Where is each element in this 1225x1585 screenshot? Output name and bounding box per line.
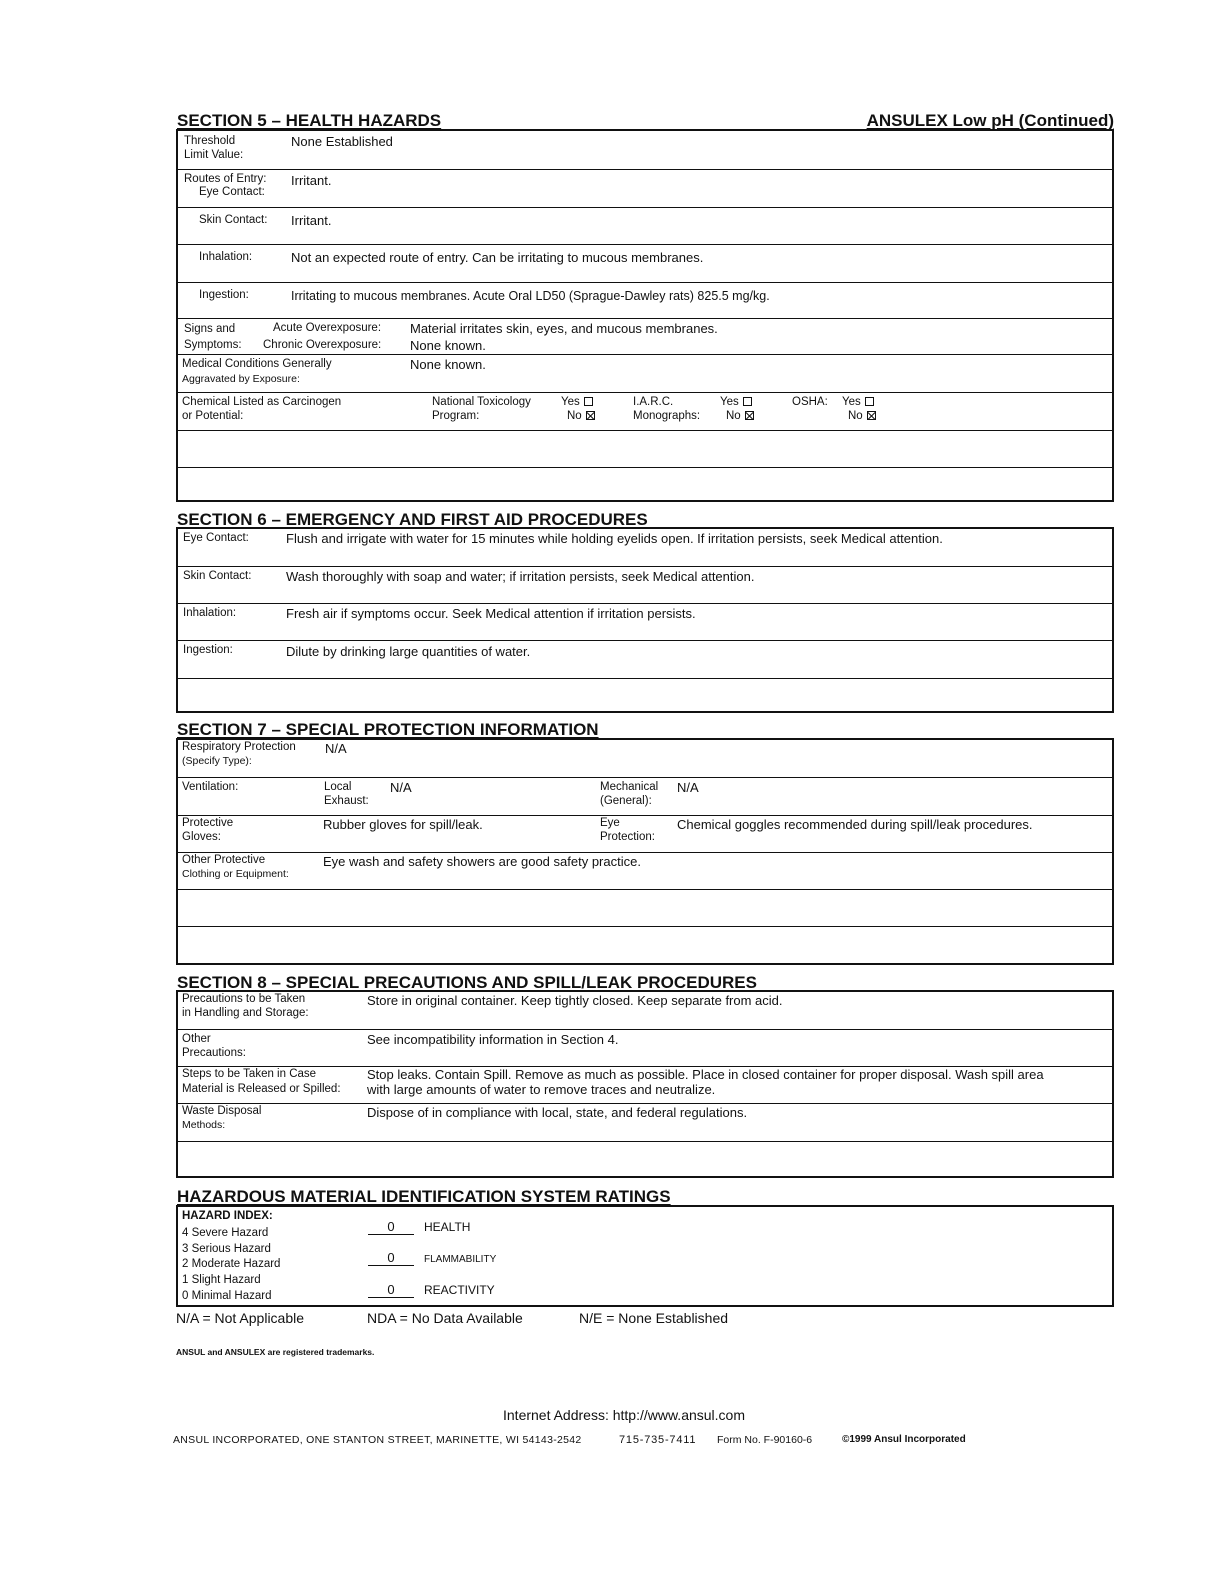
acute-label: Acute Overexposure: [273, 322, 382, 334]
medical-label-2: Aggravated by Exposure: [182, 373, 300, 385]
hmis-table [176, 1205, 1114, 1307]
steps-label: Steps to be Taken in Case Material is Released or Spilled: [182, 1068, 341, 1095]
fa-skin-row [178, 567, 1112, 604]
resp-row [178, 740, 1112, 778]
local-label: Local Exhaust: [324, 781, 369, 807]
resp-label: Respiratory Protection [182, 741, 296, 753]
iarc-yes-label: Yes [720, 396, 739, 408]
iarc-no-checkbox[interactable] [745, 411, 754, 420]
company-address: ANSUL INCORPORATED, ONE STANTON STREET, MARINETTE, WI 54143-2542 [173, 1434, 582, 1446]
fa-inhalation-label: Inhalation: [183, 607, 237, 619]
iarc-no-label: No [726, 410, 741, 422]
flammability-rating [368, 1250, 496, 1266]
inhalation-row [178, 245, 1112, 283]
resp-label-2: (Specify Type): [182, 755, 252, 767]
other-prot-label: Other Protective [182, 854, 266, 866]
other-prec-value: See incompatibility information in Section 4. [367, 1032, 619, 1047]
reactivity-label: REACTIVITY [424, 1283, 495, 1297]
legend-na: N/A = Not Applicable [176, 1310, 305, 1326]
section6-table [176, 527, 1114, 713]
handling-value: Store in original container. Keep tightly closed. Keep separate from acid. [367, 993, 783, 1008]
ntp-yes-label: Yes [561, 396, 580, 408]
iarc-yes [720, 395, 752, 409]
osha-no [848, 409, 876, 423]
waste-label: Waste Disposal [182, 1105, 262, 1117]
product-header: ANSULEX Low pH (Continued) [866, 111, 1114, 130]
section8-table [176, 990, 1114, 1178]
hazard-index-item: 2 Moderate Hazard [182, 1258, 281, 1270]
osha-no-label: No [848, 410, 863, 422]
copyright: ©1999 Ansul Incorporated [842, 1434, 966, 1445]
medical-row [178, 355, 1112, 393]
legend-nda: NDA = No Data Available [367, 1310, 523, 1326]
section8-title: SECTION 8 – SPECIAL PRECAUTIONS AND SPILL/LEAK PROCEDURES [177, 973, 757, 992]
section7-title: SECTION 7 – SPECIAL PROTECTION INFORMATION [177, 720, 599, 739]
handling-label: Precautions to be Taken in Handling and Storage: [182, 993, 309, 1019]
local-value: N/A [390, 780, 412, 795]
waste-label-2: Methods: [182, 1119, 226, 1131]
steps-value: Stop leaks. Contain Spill. Remove as much as possible. Place in closed container for proper disposal. Wash spill area with large amounts of water to remove traces and neutralize. [367, 1067, 1044, 1097]
vent-row [178, 778, 1112, 816]
section5-table [176, 129, 1114, 502]
flammability-value: 0 [368, 1250, 414, 1266]
fa-inhalation-value: Fresh air if symptoms occur. Seek Medical attention if irritation persists. [286, 606, 696, 621]
hazard-index-item: 0 Minimal Hazard [182, 1290, 272, 1302]
ntp-no [567, 409, 595, 423]
health-rating [368, 1219, 470, 1235]
resp-value: N/A [325, 741, 347, 756]
eyeprot-label: Eye Protection: [600, 817, 655, 843]
inhalation-value: Not an expected route of entry. Can be irritating to mucous membranes. [291, 250, 704, 265]
eyeprot-value: Chemical goggles recommended during spill/leak procedures. [677, 817, 1033, 832]
fa-ingestion-label: Ingestion: [183, 644, 233, 656]
osha-yes-label: Yes [842, 396, 861, 408]
threshold-row [178, 131, 1112, 170]
blank-row [178, 468, 1112, 502]
carcinogen-row [178, 393, 1112, 431]
eye-row [178, 170, 1112, 208]
internet-address: Internet Address: http://www.ansul.com [503, 1407, 746, 1423]
mech-label: Mechanical (General): [600, 781, 659, 807]
blank-row [178, 1142, 1112, 1178]
health-value: 0 [368, 1219, 414, 1235]
medical-value: None known. [410, 357, 486, 372]
ntp-no-label: No [567, 410, 582, 422]
eye-label: Eye Contact: [199, 186, 265, 198]
skin-label: Skin Contact: [199, 214, 268, 226]
form-number: Form No. F-90160-6 [717, 1434, 813, 1446]
section5-title: SECTION 5 – HEALTH HAZARDS [177, 111, 442, 130]
other-prec-label: Other Precautions: [182, 1033, 246, 1059]
skin-value: Irritant. [291, 213, 332, 228]
skin-row [178, 208, 1112, 245]
signs-label: Signs and Symptoms: [184, 323, 242, 351]
hazard-index-title: HAZARD INDEX: [182, 1210, 273, 1222]
other-prot-value: Eye wash and safety showers are good safety practice. [323, 854, 641, 869]
fa-ingestion-row [178, 641, 1112, 679]
hazard-index-item: 3 Serious Hazard [182, 1243, 271, 1255]
fa-ingestion-value: Dilute by drinking large quantities of water. [286, 644, 531, 659]
gloves-row [178, 816, 1112, 853]
ingestion-label: Ingestion: [199, 289, 249, 301]
blank-row [178, 431, 1112, 468]
vent-label: Ventilation: [182, 781, 239, 793]
threshold-value: None Established [291, 134, 393, 149]
section6-title: SECTION 6 – EMERGENCY AND FIRST AID PROCEDURES [177, 510, 648, 529]
inhalation-label: Inhalation: [199, 251, 253, 263]
health-label: HEALTH [424, 1220, 471, 1234]
iarc-no [726, 409, 754, 423]
handling-row [178, 992, 1112, 1030]
legend-ne: N/E = None Established [579, 1310, 729, 1326]
ntp-label: National Toxicology Program: [432, 396, 531, 422]
ingestion-row [178, 283, 1112, 319]
ntp-yes [561, 395, 593, 409]
other-protective-row [178, 853, 1112, 890]
blank-row [178, 679, 1112, 713]
fa-inhalation-row [178, 604, 1112, 641]
blank-row [178, 927, 1112, 965]
iarc-label: I.A.R.C. Monographs: [633, 396, 701, 422]
fa-eye-label: Eye Contact: [183, 532, 249, 544]
mech-value: N/A [677, 780, 699, 795]
osha-label: OSHA: [792, 396, 828, 408]
fa-eye-value: Flush and irrigate with water for 15 minutes while holding eyelids open. If irritation persists, seek Medical attention. [286, 531, 943, 546]
ntp-yes-checkbox[interactable] [584, 397, 593, 406]
steps-row [178, 1067, 1112, 1104]
gloves-value: Rubber gloves for spill/leak. [323, 817, 483, 832]
company-phone: 715-735-7411 [619, 1434, 697, 1446]
fa-skin-label: Skin Contact: [183, 570, 252, 582]
reactivity-value: 0 [368, 1282, 414, 1298]
acute-value: Material irritates skin, eyes, and mucous membranes. [410, 321, 718, 336]
iarc-yes-checkbox[interactable] [743, 397, 752, 406]
blank-row [178, 890, 1112, 927]
medical-label: Medical Conditions Generally [182, 358, 332, 370]
hazard-index-item: 1 Slight Hazard [182, 1274, 261, 1286]
trademark-note: ANSUL and ANSULEX are registered trademarks. [176, 1347, 375, 1357]
section7-table [176, 738, 1114, 965]
reactivity-rating [368, 1282, 495, 1298]
chronic-value: None known. [410, 338, 486, 353]
fa-eye-row [178, 529, 1112, 567]
osha-yes-checkbox[interactable] [865, 397, 874, 406]
chronic-label: Chronic Overexposure: [263, 339, 382, 351]
ingestion-value: Irritating to mucous membranes. Acute Oral LD50 (Sprague-Dawley rats) 825.5 mg/kg. [291, 289, 770, 303]
waste-row [178, 1104, 1112, 1142]
osha-yes [842, 395, 874, 409]
gloves-label: Protective Gloves: [182, 817, 234, 843]
fa-skin-value: Wash thoroughly with soap and water; if irritation persists, seek Medical attention. [286, 569, 755, 584]
hmis-title: HAZARDOUS MATERIAL IDENTIFICATION SYSTEM RATINGS [177, 1187, 671, 1206]
hazard-index-item: 4 Severe Hazard [182, 1227, 269, 1239]
waste-value: Dispose of in compliance with local, state, and federal regulations. [367, 1105, 748, 1120]
other-prec-row [178, 1030, 1112, 1067]
osha-no-checkbox[interactable] [867, 411, 876, 420]
other-prot-label-2: Clothing or Equipment: [182, 868, 289, 880]
signs-row [178, 319, 1112, 355]
flammability-label: FLAMMABILITY [424, 1254, 497, 1265]
eye-value: Irritant. [291, 173, 332, 188]
routes-label: Routes of Entry: [184, 173, 267, 185]
threshold-label: Threshold Limit Value: [184, 135, 244, 161]
ntp-no-checkbox[interactable] [586, 411, 595, 420]
carcinogen-label: Chemical Listed as Carcinogen or Potential: [182, 396, 342, 422]
